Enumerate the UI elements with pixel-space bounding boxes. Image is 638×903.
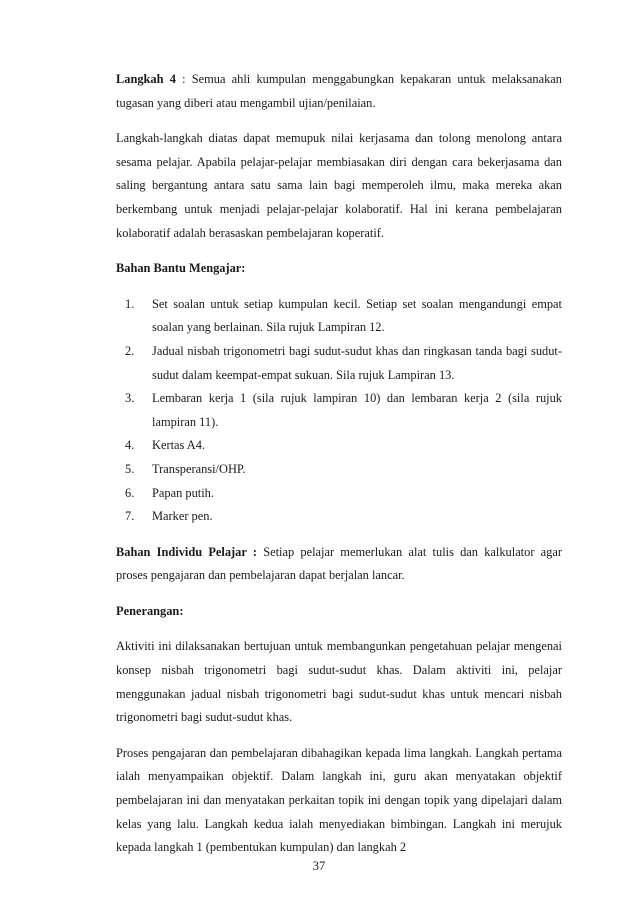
list-item-text: Lembaran kerja 1 (sila rujuk lampiran 10) dan lembaran kerja 2 (sila rujuk lampiran 11). xyxy=(152,391,562,429)
list-item-number: 3. xyxy=(125,391,135,406)
list-item xyxy=(116,340,562,387)
list-item-number: 7. xyxy=(125,509,135,524)
bahan-bantu-list xyxy=(116,293,562,529)
list-item xyxy=(116,434,562,458)
page-number: 37 xyxy=(312,859,326,873)
bahan-bantu-heading: Bahan Bantu Mengajar: xyxy=(116,261,246,276)
list-item-text: Set soalan untuk setiap kumpulan kecil. Setiap set soalan mengandungi empat soalan yang berlainan. Sila rujuk Lampiran 12. xyxy=(152,296,562,335)
penerangan-paragraph-2: Proses pengajaran dan pembelajaran dibahagikan kepada lima langkah. Langkah pertama ialah menyampaikan objektif. Dalam langkah ini, guru akan menyatakan objektif pembelajaran ini dan menyatakan perkaitan topik ini dengan topik yang dipelajari dalam kelas yang lalu. Langkah kedua ialah menyediakan bimbingan. Langkah ini merujuk kepada langkah 1 (pembentukan kumpulan) dan langkah 2 xyxy=(116,745,562,855)
penerangan-paragraph-1: Aktiviti ini dilaksanakan bertujuan untuk membangunkan pengetahuan pelajar mengenai konsep nisbah trigonometri bagi sudut-sudut khas. Dalam aktiviti ini, pelajar menggunakan jadual nisbah trigonometri bagi sudut-sudut khas untuk mencari nisbah trigonometri bagi sudut-sudut khas. xyxy=(116,639,562,725)
list-item xyxy=(116,482,562,506)
list-item-text: Papan putih. xyxy=(152,485,214,500)
langkah-4-label: Langkah 4 xyxy=(116,72,176,86)
penerangan-heading: Penerangan: xyxy=(116,603,184,618)
langkah-4-paragraph xyxy=(116,68,562,115)
list-item-number: 5. xyxy=(125,461,135,476)
list-item-text: Kertas A4. xyxy=(152,438,205,453)
list-item xyxy=(116,293,562,340)
list-item xyxy=(116,458,562,482)
bahan-individu-label: Bahan Individu Pelajar : xyxy=(116,544,257,559)
list-item-text: Marker pen. xyxy=(152,509,213,524)
list-item-number: 2. xyxy=(125,343,135,358)
list-item-text: Jadual nisbah trigonometri bagi sudut-sudut khas dan ringkasan tanda bagi sudut-sudut dalam keempat-empat sukuan. Sila rujuk Lampiran 13. xyxy=(152,343,562,382)
kerjasama-paragraph: Langkah-langkah diatas dapat memupuk nilai kerjasama dan tolong menolong antara sesama pelajar. Apabila pelajar-pelajar membiasakan diri dengan cara bekerjasama dan saling bergantung antara satu sama lain bagi memperoleh ilmu, maka mereka akan berkembang untuk menjadi pelajar-pelajar kolaboratif. Hal ini kerana pembelajaran kolaboratif adalah berasaskan pembelajaran koperatif. xyxy=(116,131,562,240)
list-item-number: 6. xyxy=(125,485,135,500)
bahan-individu-paragraph xyxy=(116,541,562,588)
langkah-4-text: : Semua ahli kumpulan menggabungkan kepakaran untuk melaksanakan tugasan yang diberi atau mengambil ujian/penilaian. xyxy=(116,72,562,110)
list-item xyxy=(116,505,562,529)
list-item-text: Transperansi/OHP. xyxy=(152,461,246,476)
document-page xyxy=(116,68,562,872)
list-item-number: 1. xyxy=(125,296,135,311)
list-item-number: 4. xyxy=(125,438,135,453)
list-item xyxy=(116,387,562,434)
bahan-individu-text: Setiap pelajar memerlukan alat tulis dan kalkulator agar proses pengajaran dan pembelajaran dapat berjalan lancar. xyxy=(116,544,562,583)
